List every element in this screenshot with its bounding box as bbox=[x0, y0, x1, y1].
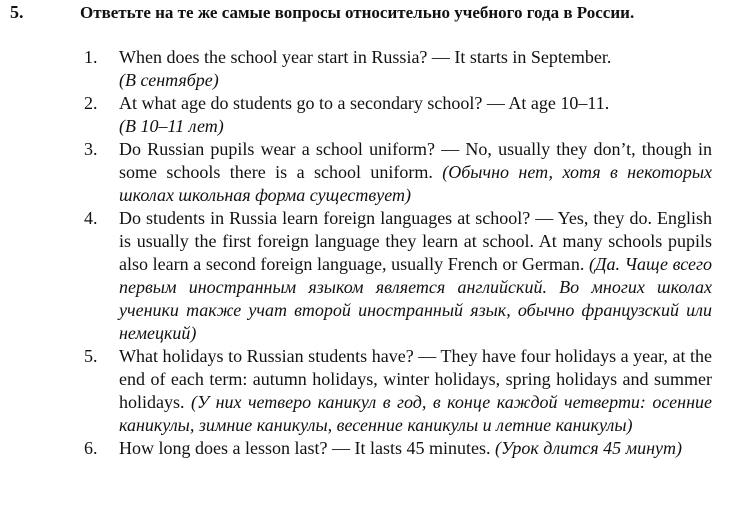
task-number: 5. bbox=[10, 2, 24, 22]
item-number: 5. bbox=[84, 346, 98, 366]
task-title: Ответьте на те же самые вопросы относительно учебного года в России. bbox=[80, 3, 635, 22]
list-item bbox=[0, 46, 730, 92]
russian-translation: (Урок длится 45 минут) bbox=[494, 438, 682, 458]
russian-translation: (Да. Чаще всего первым иностранным языком является английский. Во многих школах ученики также учат второй иностранный язык, обычно французский или немецкий) bbox=[119, 254, 712, 343]
item-number: 4. bbox=[84, 208, 98, 228]
item-text bbox=[119, 345, 712, 437]
list-item bbox=[0, 437, 730, 460]
english-answer: At what age do students go to a secondary school? — At age 10–11. bbox=[119, 93, 610, 113]
russian-translation: (В сентябре) bbox=[119, 70, 219, 90]
item-number: 6. bbox=[84, 438, 98, 458]
russian-translation: (Обычно нет, хотя в некоторых школах школьная форма существует) bbox=[119, 162, 713, 205]
list-item bbox=[0, 345, 730, 437]
russian-translation: (В 10–11 лет) bbox=[119, 116, 224, 136]
russian-translation: (У них четверо каникул в год, в конце каждой четверти: осенние каникулы, зимние каникулы, весенние каникулы и летние каникулы) bbox=[119, 392, 712, 435]
english-answer: Do students in Russia learn foreign languages at school? — Yes, they do. English is usually the first foreign language they learn at school. At many schools pupils also learn a second foreign language, usually French or German. bbox=[119, 208, 712, 274]
english-answer: How long does a lesson last? — It lasts 45 minutes. bbox=[119, 438, 491, 458]
english-answer: Do Russian pupils wear a school uniform? — No, usually they don’t, though in some schools there is a school uniform. bbox=[119, 139, 712, 182]
item-text bbox=[119, 138, 712, 207]
answer-list bbox=[0, 46, 730, 460]
item-text bbox=[119, 92, 712, 138]
item-text bbox=[119, 46, 712, 92]
english-answer: When does the school year start in Russia? — It starts in September. bbox=[119, 47, 612, 67]
item-text bbox=[119, 207, 712, 345]
item-number: 2. bbox=[84, 93, 98, 113]
english-answer: What holidays to Russian students have? — They have four holidays a year, at the end of each term: autumn holidays, winter holidays, spring holidays and summer holidays. bbox=[119, 346, 712, 412]
list-item bbox=[0, 138, 730, 207]
item-number: 1. bbox=[84, 47, 98, 67]
item-number: 3. bbox=[84, 139, 98, 159]
list-item bbox=[0, 207, 730, 345]
list-item bbox=[0, 92, 730, 138]
item-text bbox=[119, 437, 712, 460]
